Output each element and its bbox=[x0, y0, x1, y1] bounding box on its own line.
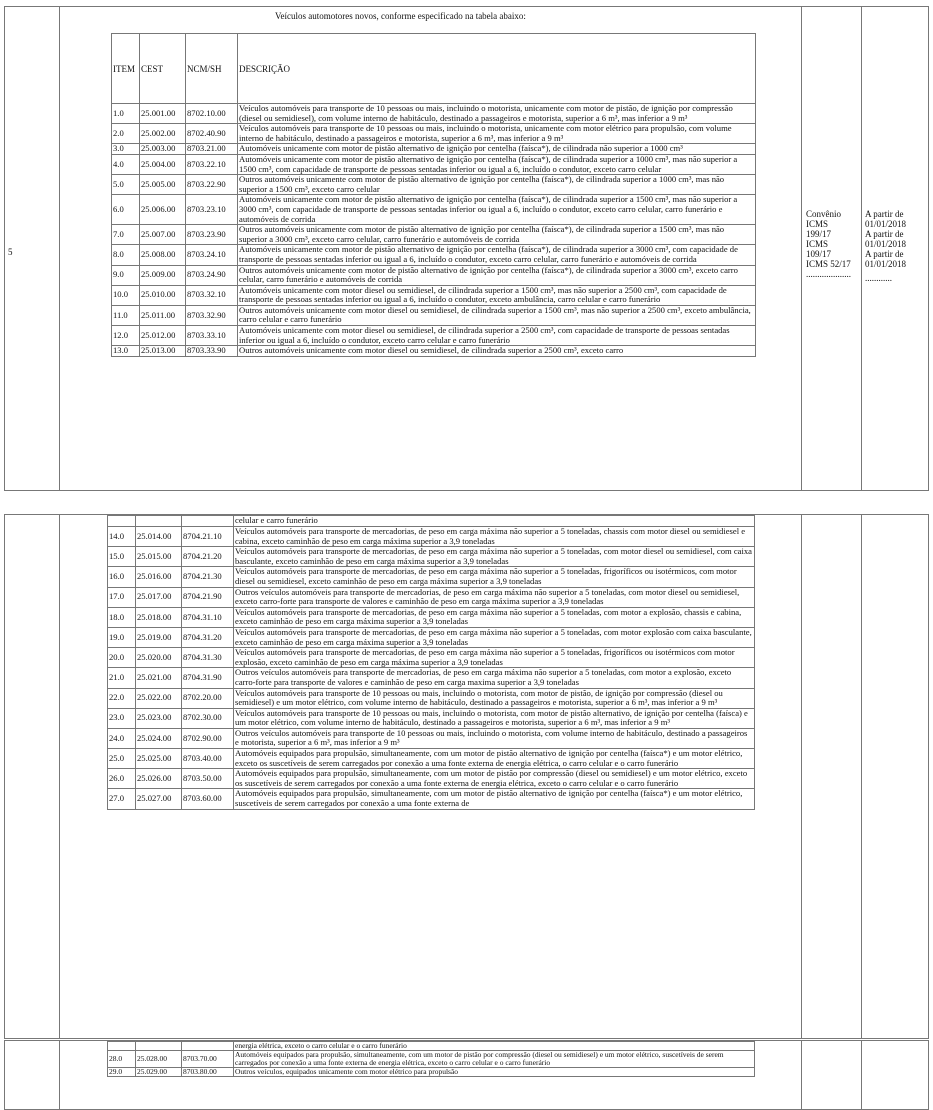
effective-line: A partir de bbox=[865, 209, 904, 219]
table-row bbox=[112, 144, 756, 155]
table-row bbox=[112, 225, 756, 245]
ncm-cell: 8703.80.00 bbox=[182, 1068, 234, 1077]
page-3 bbox=[4, 1040, 929, 1110]
description-cell: Veículos automóveis para transporte de mercadorias, de peso em carga máxima não superior a 5 toneladas, frigoríficos ou isotérmicos com motor explosão, exceto caminhão de peso em carga máxima superior a 3,9 toneladas bbox=[234, 648, 755, 668]
legal-line: ICMS 52/17 bbox=[806, 259, 851, 269]
cest-cell: 25.027.00 bbox=[136, 789, 182, 809]
description-cell: Automóveis unicamente com motor de pistão alternativo de ignição por centelha (faísca*), de cilindrada superior a 1500 cm³, mas não superior a 3000 cm³, com capacidade de transporte de pessoas sentadas inferior ou igual a 6, incluído o condutor, exceto carro celular, carro funerário e automóveis de corrida bbox=[238, 195, 756, 225]
description-cell: Veículos automóveis para transporte de mercadorias, de peso em carga máxima não superior a 5 toneladas, com motor explosão com caixa basculante, exceto caminhão de peso em carga máxima superior a 3,9 toneladas bbox=[234, 627, 755, 647]
cest-cell: 25.024.00 bbox=[136, 728, 182, 748]
ncm-cell: 8704.21.20 bbox=[182, 547, 234, 567]
table-row bbox=[112, 104, 756, 124]
item-cell: 27.0 bbox=[108, 789, 136, 809]
item-cell: 13.0 bbox=[112, 346, 140, 357]
cest-cell: 25.005.00 bbox=[140, 175, 186, 195]
ncm-cell: 8703.21.00 bbox=[186, 144, 238, 155]
row-number: 5 bbox=[8, 247, 13, 257]
item-cell: 15.0 bbox=[108, 547, 136, 567]
ncm-cell: 8703.60.00 bbox=[182, 789, 234, 809]
description-cell: Automóveis unicamente com motor de pistão alternativo de ignição por centelha (faísca*), de cilindrada superior a 3000 cm³, com capacidade de transporte de pessoas sentadas inferior ou igual a 6, incluído o condutor, exceto carro celular, carro funerário e automóveis de corrida bbox=[238, 245, 756, 265]
cest-cell: 25.021.00 bbox=[136, 668, 182, 688]
ncm-cell: 8702.30.00 bbox=[182, 708, 234, 728]
item-cell: 21.0 bbox=[108, 668, 136, 688]
description-cell: Automóveis equipados para propulsão, simultaneamente, com um motor de pistão por compressão (diesel ou semidiesel) e um motor elétrico, exceto os suscetíveis de serem carregados por conexão a uma fonte externa de energia elétrica, exceto o carro celular e o carro funerário bbox=[234, 769, 755, 789]
table-row bbox=[108, 648, 755, 668]
ncm-cell: 8704.21.10 bbox=[182, 527, 234, 547]
effective-line: 01/01/2018 bbox=[865, 239, 907, 249]
description-cell: Automóveis unicamente com motor diesel ou semidiesel, de cilindrada superior a 2500 cm³, com capacidade de transporte de pessoas sentadas inferior ou igual a 6, incluído o condutor, exceto carro celular e carro funerário bbox=[238, 326, 756, 346]
table-row bbox=[112, 346, 756, 357]
description-cell: Automóveis unicamente com motor de pistão alternativo de ignição por centelha (faísca*), de cilindrada não superior a 1000 cm³ bbox=[238, 144, 756, 155]
vehicle-table-3 bbox=[107, 1041, 755, 1077]
cest-cell: 25.020.00 bbox=[136, 648, 182, 668]
item-cell: 17.0 bbox=[108, 587, 136, 607]
item-cell: 12.0 bbox=[112, 326, 140, 346]
ncm-cell: 8703.22.90 bbox=[186, 175, 238, 195]
ncm-cell: 8703.23.90 bbox=[186, 225, 238, 245]
cest-cell: 25.006.00 bbox=[140, 195, 186, 225]
legal-line: ICMS bbox=[806, 239, 829, 249]
cest-cell: 25.019.00 bbox=[136, 627, 182, 647]
table-row bbox=[112, 195, 756, 225]
cest-cell: 25.011.00 bbox=[140, 305, 186, 325]
item-cell: 28.0 bbox=[108, 1051, 136, 1068]
table-row bbox=[108, 587, 755, 607]
header-item: ITEM bbox=[112, 34, 140, 104]
ncm-cell: 8703.22.10 bbox=[186, 154, 238, 174]
ncm-cell: 8703.23.10 bbox=[186, 195, 238, 225]
cest-cell: 25.012.00 bbox=[140, 326, 186, 346]
description-cell: Automóveis equipados para propulsão, simultaneamente, com um motor de pistão alternativo de ignição por centelha (faísca*) e um motor elétrico, exceto os suscetíveis de serem carregados por conexão a uma fonte externa de energia elétrica, o carro celular e o carro funerário bbox=[234, 749, 755, 769]
legal-line: ICMS bbox=[806, 219, 829, 229]
cest-cell: 25.022.00 bbox=[136, 688, 182, 708]
ncm-cell: 8702.10.00 bbox=[186, 104, 238, 124]
table-row bbox=[108, 769, 755, 789]
description-cell: Outros automóveis unicamente com motor diesel ou semidiesel, de cilindrada superior a 2500 cm³, exceto carro bbox=[238, 346, 756, 357]
ncm-cell: 8702.40.90 bbox=[186, 124, 238, 144]
table-row bbox=[112, 305, 756, 325]
cest-cell: 25.018.00 bbox=[136, 607, 182, 627]
description-cell: Automóveis equipados para propulsão, simultaneamente, com um motor de pistão por compressão (diesel ou semidiesel) e um motor elétrico, suscetíveis de serem carregados por conexão a uma fonte externa de energia elétrica, exceto o carro celular e o carro funerário bbox=[234, 1051, 755, 1068]
item-cell: 2.0 bbox=[112, 124, 140, 144]
cest-cell: 25.016.00 bbox=[136, 567, 182, 587]
table-row bbox=[108, 789, 755, 809]
description-cell: Veículos automóveis para transporte de 10 pessoas ou mais, incluindo o motorista, com motor de pistão, de ignição por compressão (diesel ou semidiesel) e um motor elétrico, com volume interno de habitáculo, destinado a passageiros e motorista, superior a 6 m³, mas inferior a 9 m³ bbox=[234, 688, 755, 708]
description-cell: Veículos automóveis para transporte de mercadorias, de peso em carga máxima não superior a 5 toneladas, com motor a explosão, chassis e cabina, exceto caminhão de peso em carga máxima superior a 3,9 toneladas bbox=[234, 607, 755, 627]
item-cell: 23.0 bbox=[108, 708, 136, 728]
cest-cell: 25.007.00 bbox=[140, 225, 186, 245]
ncm-cell: 8704.31.10 bbox=[182, 607, 234, 627]
item-cell: 24.0 bbox=[108, 728, 136, 748]
header-ncm: NCM/SH bbox=[186, 34, 238, 104]
cest-cell: 25.025.00 bbox=[136, 749, 182, 769]
item-cell: 4.0 bbox=[112, 154, 140, 174]
table-row bbox=[112, 175, 756, 195]
ncm-cell: 8703.32.10 bbox=[186, 285, 238, 305]
ncm-cell: 8704.31.20 bbox=[182, 627, 234, 647]
description-cell: Veículos automóveis para transporte de mercadorias, de peso em carga máxima não superior a 5 toneladas, frigoríficos ou isotérmicos, com motor diesel ou semidiesel, exceto caminhão de peso em carga máxima superior a 3,9 toneladas bbox=[234, 567, 755, 587]
effective-line: A partir de bbox=[865, 229, 904, 239]
table-row bbox=[108, 607, 755, 627]
header-cest: CEST bbox=[140, 34, 186, 104]
description-cell: Veículos automóveis para transporte de mercadorias, de peso em carga máxima não superior a 5 toneladas, chassis com motor diesel ou semidiesel e cabina, exceto caminhão de peso em carga máxima superior a 3,9 toneladas bbox=[234, 527, 755, 547]
description-cell: Outros automóveis unicamente com motor de pistão alternativo de ignição por centelha (faísca*), de cilindrada superior a 3000 cm³, exceto carro celular, carro funerário e automóveis de corrida bbox=[238, 265, 756, 285]
item-cell: 19.0 bbox=[108, 627, 136, 647]
item-cell: 20.0 bbox=[108, 648, 136, 668]
ncm-cell: 8703.33.10 bbox=[186, 326, 238, 346]
cest-cell: 25.001.00 bbox=[140, 104, 186, 124]
item-cell: 6.0 bbox=[112, 195, 140, 225]
ncm-cell: 8704.31.90 bbox=[182, 668, 234, 688]
ncm-cell: 8703.70.00 bbox=[182, 1051, 234, 1068]
legal-line: Convênio bbox=[806, 209, 841, 219]
continuation-row bbox=[108, 516, 755, 527]
cest-cell: 25.023.00 bbox=[136, 708, 182, 728]
item-cell: 26.0 bbox=[108, 769, 136, 789]
description-cell: Outros automóveis unicamente com motor diesel ou semidiesel, de cilindrada superior a 1500 cm³, mas não superior a 2500 cm³, exceto ambulância, carro celular e carro funerário bbox=[238, 305, 756, 325]
table-row bbox=[112, 124, 756, 144]
intro-text: Veículos automotores novos, conforme especificado na tabela abaixo: bbox=[275, 11, 526, 21]
ncm-cell: 8703.33.90 bbox=[186, 346, 238, 357]
table-row bbox=[112, 285, 756, 305]
item-cell: 8.0 bbox=[112, 245, 140, 265]
description-cell: Automóveis unicamente com motor de pistão alternativo de ignição por centelha (faísca*), de cilindrada superior a 1000 cm³, mas não superior a 1500 cm³, com capacidade de transporte de pessoas sentadas inferior ou igual a 6, incluído o condutor, exceto carro celular bbox=[238, 154, 756, 174]
item-cell: 10.0 bbox=[112, 285, 140, 305]
item-cell: 14.0 bbox=[108, 527, 136, 547]
description-cell: Veículos automóveis para transporte de 10 pessoas ou mais, incluindo o motorista, unicamente com motor elétrico para propulsão, com volume interno de habitáculo, destinado a passageiros e motorista, superior a 6 m³, mas inferior a 9 m³ bbox=[238, 124, 756, 144]
table-row bbox=[112, 245, 756, 265]
table-row bbox=[112, 265, 756, 285]
legal-basis-cell bbox=[806, 209, 860, 279]
effective-date-cell bbox=[865, 209, 929, 283]
ncm-cell: 8702.90.00 bbox=[182, 728, 234, 748]
ncm-cell: 8703.32.90 bbox=[186, 305, 238, 325]
table-row bbox=[108, 688, 755, 708]
cest-cell: 25.026.00 bbox=[136, 769, 182, 789]
table-row bbox=[108, 708, 755, 728]
ncm-cell: 8703.40.00 bbox=[182, 749, 234, 769]
item-cell: 25.0 bbox=[108, 749, 136, 769]
item-cell: 5.0 bbox=[112, 175, 140, 195]
effective-dots: ............ bbox=[865, 273, 892, 283]
item-cell: 1.0 bbox=[112, 104, 140, 124]
description-cell: Outros veículos automóveis para transporte de mercadorias, de peso em carga máxima não superior a 5 toneladas, com motor diesel ou semidiesel, exceto carro-forte para transporte de valores e caminhão de peso em carga máxima superior a 3,9 toneladas bbox=[234, 587, 755, 607]
ncm-cell: 8703.24.90 bbox=[186, 265, 238, 285]
ncm-cell: 8703.24.10 bbox=[186, 245, 238, 265]
description-cell: Outros automóveis unicamente com motor de pistão alternativo de ignição por centelha (faísca*), de cilindrada superior a 1000 cm³, mas não superior a 1500 cm³, exceto carro celular bbox=[238, 175, 756, 195]
effective-line: 01/01/2018 bbox=[865, 259, 907, 269]
cest-cell: 25.010.00 bbox=[140, 285, 186, 305]
cest-cell: 25.017.00 bbox=[136, 587, 182, 607]
legal-dots: .................... bbox=[806, 269, 851, 279]
item-cell: 18.0 bbox=[108, 607, 136, 627]
continuation-text: celular e carro funerário bbox=[234, 516, 755, 527]
table-row bbox=[108, 668, 755, 688]
cest-cell: 25.008.00 bbox=[140, 245, 186, 265]
ncm-cell: 8704.21.90 bbox=[182, 587, 234, 607]
table-row bbox=[112, 154, 756, 174]
header-row bbox=[112, 34, 756, 104]
item-cell: 9.0 bbox=[112, 265, 140, 285]
vehicle-table-2 bbox=[107, 515, 755, 810]
item-cell: 3.0 bbox=[112, 144, 140, 155]
continuation-row bbox=[108, 1042, 755, 1051]
table-row bbox=[108, 547, 755, 567]
cest-cell: 25.003.00 bbox=[140, 144, 186, 155]
description-cell: Veículos automóveis para transporte de 10 pessoas ou mais, incluindo o motorista, com motor de pistão alternativo, de ignição por centelha (faísca) e um motor elétrico, com volume interno de habitáculo, destinado a passageiros e motorista, superior a 6 m³, mas inferior a 9 m³ bbox=[234, 708, 755, 728]
cest-cell: 25.009.00 bbox=[140, 265, 186, 285]
effective-line: A partir de bbox=[865, 249, 904, 259]
header-description: DESCRIÇÃO bbox=[238, 34, 756, 104]
effective-line: 01/01/2018 bbox=[865, 219, 907, 229]
cest-cell: 25.028.00 bbox=[136, 1051, 182, 1068]
item-cell: 16.0 bbox=[108, 567, 136, 587]
item-cell: 11.0 bbox=[112, 305, 140, 325]
page-1 bbox=[4, 6, 929, 491]
ncm-cell: 8703.50.00 bbox=[182, 769, 234, 789]
item-cell: 7.0 bbox=[112, 225, 140, 245]
cest-cell: 25.015.00 bbox=[136, 547, 182, 567]
item-cell: 29.0 bbox=[108, 1068, 136, 1077]
table-row bbox=[108, 749, 755, 769]
description-cell: Outros veículos automóveis para transporte de 10 pessoas ou mais, incluindo o motorista, com volume interno de habitáculo, destinado a passageiros e motorista, superior a 6 m³, mas inferior a 9 m³ bbox=[234, 728, 755, 748]
table-row bbox=[108, 1068, 755, 1077]
table-row bbox=[108, 1051, 755, 1068]
description-cell: Outros veículos automóveis para transporte de mercadorias, de peso em carga máxima não superior a 5 toneladas, com motor a explosão, exceto carro-forte para transporte de valores e caminhão de peso em carga maxima superior a 3,9 toneladas bbox=[234, 668, 755, 688]
description-cell: Outros automóveis unicamente com motor de pistão alternativo de ignição por centelha (faísca*), de cilindrada superior a 1500 cm³, mas não superior a 3000 cm³, exceto carro celular, carro funerário e automóveis de corrida bbox=[238, 225, 756, 245]
table-row bbox=[108, 728, 755, 748]
cest-cell: 25.014.00 bbox=[136, 527, 182, 547]
ncm-cell: 8702.20.00 bbox=[182, 688, 234, 708]
table-row bbox=[108, 567, 755, 587]
cest-cell: 25.002.00 bbox=[140, 124, 186, 144]
legal-line: 199/17 bbox=[806, 229, 832, 239]
ncm-cell: 8704.31.30 bbox=[182, 648, 234, 668]
cest-cell: 25.029.00 bbox=[136, 1068, 182, 1077]
cest-cell: 25.013.00 bbox=[140, 346, 186, 357]
legal-line: 109/17 bbox=[806, 249, 832, 259]
ncm-cell: 8704.21.30 bbox=[182, 567, 234, 587]
description-cell: Automóveis unicamente com motor diesel ou semidiesel, de cilindrada superior a 1500 cm³, mas não superior a 2500 cm³, com capacidade de transporte de pessoas sentadas inferior ou igual a 6, incluído o condutor, exceto ambulância, carro celular e carro funerário bbox=[238, 285, 756, 305]
table-row bbox=[108, 527, 755, 547]
table-row bbox=[108, 627, 755, 647]
description-cell: Veículos automóveis para transporte de mercadorias, de peso em carga máxima não superior a 5 toneladas, com motor diesel ou semidiesel, com caixa basculante, exceto caminhão de peso em carga máxima superior a 3,9 toneladas bbox=[234, 547, 755, 567]
continuation-text: energia elétrica, exceto o carro celular e o carro funerário bbox=[234, 1042, 755, 1051]
description-cell: Outros veículos, equipados unicamente com motor elétrico para propulsão bbox=[234, 1068, 755, 1077]
vehicle-table-1 bbox=[111, 33, 756, 357]
page-2 bbox=[4, 514, 929, 1039]
description-cell: Veículos automóveis para transporte de 10 pessoas ou mais, incluindo o motorista, unicamente com motor de pistão, de ignição por compressão (diesel ou semidiesel), com volume interno de habitáculo, destinado a passageiros e motorista, superior a 6 m³, mas inferior a 9 m³ bbox=[238, 104, 756, 124]
table-row bbox=[112, 326, 756, 346]
item-cell: 22.0 bbox=[108, 688, 136, 708]
cest-cell: 25.004.00 bbox=[140, 154, 186, 174]
description-cell: Automóveis equipados para propulsão, simultaneamente, com um motor de pistão alternativo de ignição por centelha (faísca*) e um motor elétrico, suscetíveis de serem carregados por conexão a uma fonte externa de bbox=[234, 789, 755, 809]
